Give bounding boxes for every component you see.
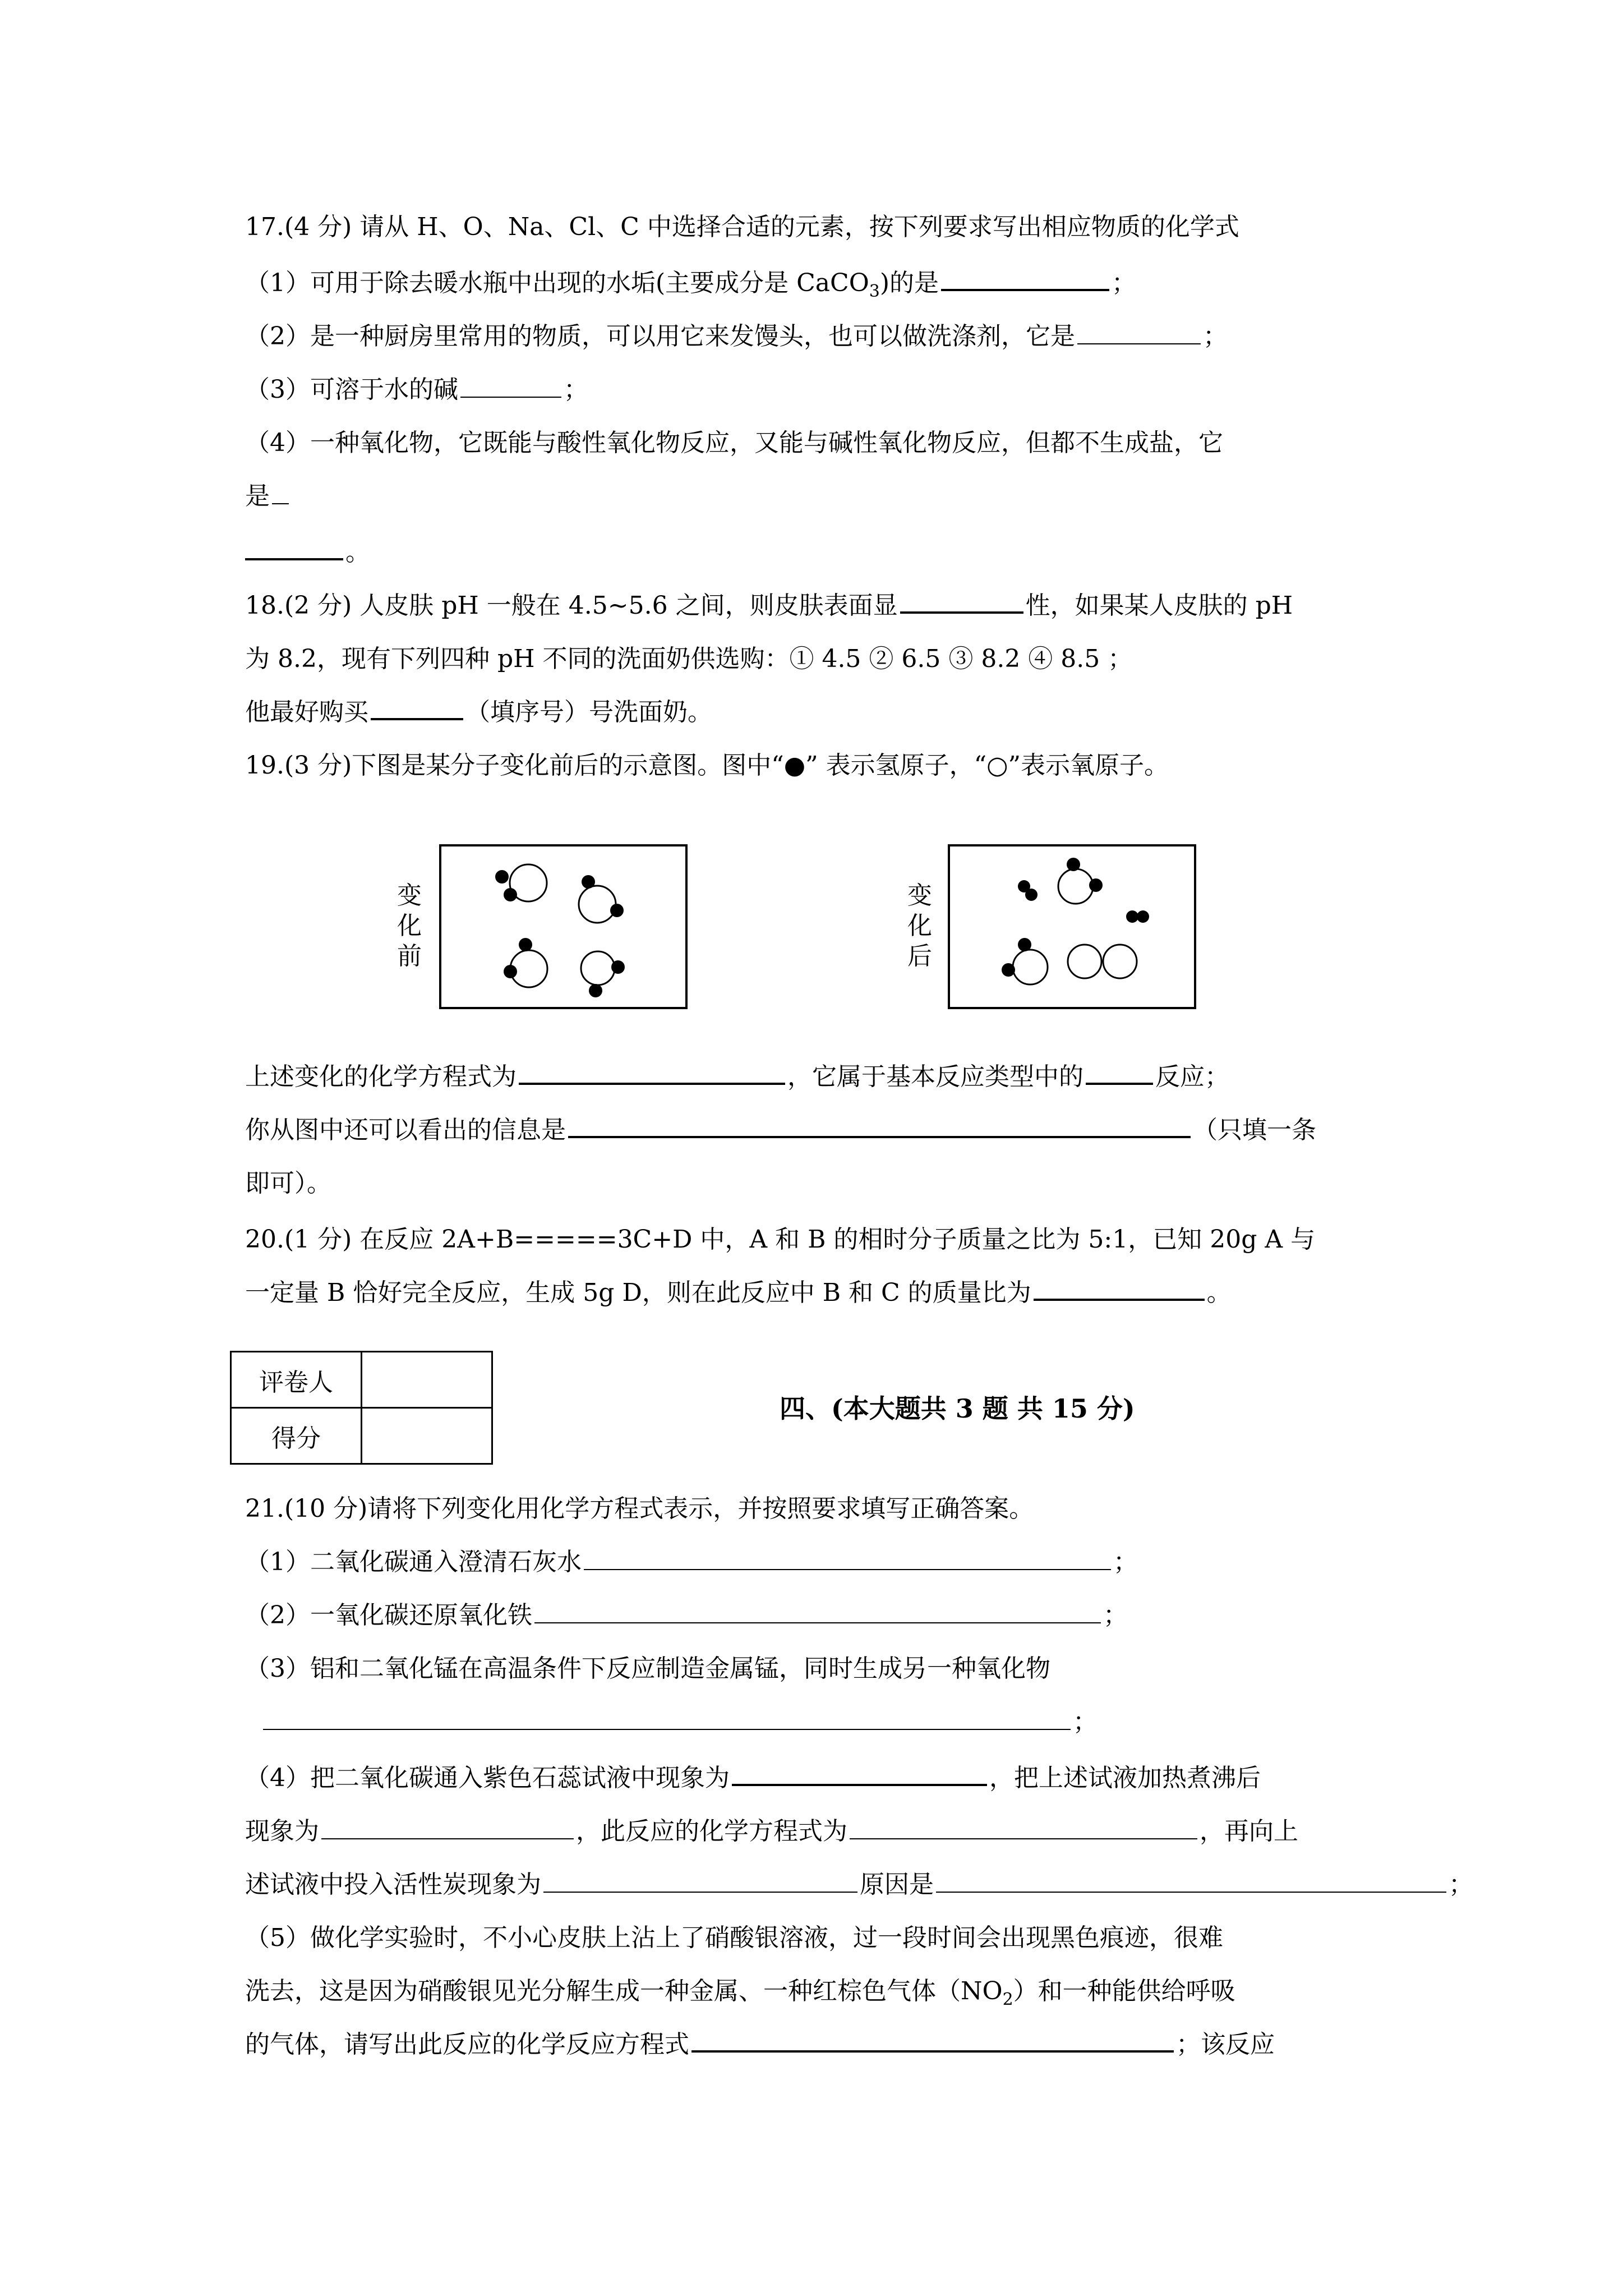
q20-text-b: 。 bbox=[1206, 1278, 1232, 1307]
q20-answer-blank[interactable] bbox=[1034, 1276, 1205, 1301]
q21-part5-text-a: 洗去，这是因为硝酸银见光分解生成一种金属、一种红棕色气体（NO bbox=[245, 1977, 1003, 2005]
q21-part2 bbox=[245, 1599, 1128, 1632]
q18-text-b: 性，如果某人皮肤的 pH bbox=[1025, 591, 1293, 620]
label-before bbox=[393, 881, 426, 972]
q21-part3-answer bbox=[261, 1705, 1098, 1739]
q21-part3: （3）铝和二氧化锰在高温条件下反应制造金属锰，同时生成另一种氧化物 bbox=[245, 1654, 1050, 1683]
q17-part1 bbox=[245, 266, 1136, 309]
q17-part4-text2: 是 bbox=[245, 482, 270, 510]
q21-answer-1-blank[interactable] bbox=[584, 1547, 1111, 1570]
q21-part5-text-b: ）和一种能供给呼吸 bbox=[1013, 1977, 1235, 2005]
molecules-before bbox=[441, 846, 685, 1007]
q17-part4: （4）一种氧化物，它既能与酸性氧化物反应，又能与碱性氧化物反应，但都不生成盐，它 bbox=[245, 429, 1223, 457]
q17-part3-semi: ； bbox=[564, 375, 588, 404]
q21-part4-line2 bbox=[245, 1815, 1298, 1848]
q21-part1 bbox=[245, 1545, 1138, 1579]
section-heading: 四、(本大题共 3 题 共 15 分) bbox=[780, 1393, 1135, 1424]
q21-part4-text-b: ，把上述试液加热煮沸后 bbox=[989, 1764, 1261, 1792]
q18-line3 bbox=[245, 696, 712, 729]
q19-equation-blank[interactable] bbox=[519, 1060, 785, 1085]
q19-line3: 即可）。 bbox=[245, 1169, 331, 1198]
grader-label: 评卷人 bbox=[231, 1352, 362, 1408]
q19-text-d: 你从图中还可以看出的信息是 bbox=[245, 1116, 566, 1144]
q19-text-c: 反应； bbox=[1155, 1062, 1229, 1091]
q21-part5-line2 bbox=[245, 1975, 1235, 2017]
q18-answer-2-blank[interactable] bbox=[371, 696, 463, 720]
q17-part4-cont bbox=[245, 480, 291, 513]
q21-equation-5-blank[interactable] bbox=[691, 2028, 1174, 2053]
q21-phenomenon-2-blank[interactable] bbox=[321, 1816, 574, 1839]
q17-stem: 17.(4 分) 请从 H、O、Na、Cl、C 中选择合适的元素，按下列要求写出相应物质的化学式 bbox=[245, 213, 1239, 241]
q18-text-c: 他最好购买 bbox=[245, 698, 368, 726]
label-before-char: 前 bbox=[397, 942, 422, 970]
q21-part4-text-d: ，此反应的化学方程式为 bbox=[576, 1817, 847, 1846]
label-after-char: 后 bbox=[907, 942, 932, 970]
label-before-char: 变 bbox=[397, 881, 422, 910]
q21-phenomenon-3-blank[interactable] bbox=[543, 1869, 857, 1893]
molecules-after bbox=[950, 846, 1194, 1007]
q17-answer-1-blank[interactable] bbox=[941, 266, 1109, 291]
q21-stem: 21.(10 分)请将下列变化用化学方程式表示，并按照要求填写正确答案。 bbox=[245, 1494, 1034, 1523]
q17-part4-end bbox=[245, 536, 370, 569]
q19-line2 bbox=[245, 1114, 1316, 1147]
q21-part5-sub: 2 bbox=[1002, 1989, 1013, 2009]
q21-part1-semi: ； bbox=[1113, 1548, 1138, 1576]
q17-answer-2-blank[interactable] bbox=[1077, 321, 1201, 344]
q21-part5-text-c: 的气体，请写出此反应的化学反应方程式 bbox=[245, 2030, 689, 2059]
q17-part2 bbox=[245, 320, 1228, 353]
label-after-char: 变 bbox=[907, 881, 932, 910]
diagram-after-box bbox=[948, 844, 1196, 1009]
q19-text-a: 上述变化的化学方程式为 bbox=[245, 1062, 517, 1091]
q20-line1: 20.(1 分) 在反应 2A+B=====3C+D 中，A 和 B 的相时分子质量之比为 5:1，已知 20g A 与 bbox=[245, 1225, 1316, 1254]
q21-part5-text-d: ；该反应 bbox=[1176, 2030, 1275, 2059]
q18-line1 bbox=[245, 589, 1293, 623]
diagram-before-box bbox=[439, 844, 688, 1009]
q18-line2: 为 8.2，现有下列四种 pH 不同的洗面奶供选购：① 4.5 ② 6.5 ③ 8.2 ④ 8.5 ； bbox=[245, 645, 1133, 673]
q21-part2-text: （2）一氧化碳还原氧化铁 bbox=[245, 1601, 532, 1630]
q21-part4-text-g: 原因是 bbox=[860, 1870, 934, 1899]
q20-line2 bbox=[245, 1276, 1232, 1310]
label-after bbox=[903, 881, 937, 972]
q21-part3-semi: ； bbox=[1073, 1708, 1098, 1736]
q21-reason-blank[interactable] bbox=[936, 1869, 1446, 1893]
q19-line1 bbox=[245, 1060, 1229, 1094]
q20-text-a: 一定量 B 恰好完全反应，生成 5g D，则在此反应中 B 和 C 的质量比为 bbox=[245, 1278, 1031, 1307]
q19-reaction-type-blank[interactable] bbox=[1086, 1060, 1153, 1085]
score-cell[interactable] bbox=[362, 1408, 492, 1464]
q21-part4-text-c: 现象为 bbox=[245, 1817, 319, 1846]
q21-part5-line3 bbox=[245, 2028, 1275, 2062]
score-label: 得分 bbox=[231, 1408, 362, 1464]
q21-part4-text-a: （4）把二氧化碳通入紫色石蕊试液中现象为 bbox=[245, 1764, 730, 1792]
q21-part4-semi: ； bbox=[1449, 1870, 1473, 1899]
q17-part1-sub: 3 bbox=[869, 281, 880, 301]
q19-text-e: （只填一条 bbox=[1193, 1116, 1316, 1144]
q21-part4-text-f: 述试液中投入活性炭现象为 bbox=[245, 1870, 541, 1899]
q17-part1-semi: ； bbox=[1112, 269, 1137, 297]
label-before-char: 化 bbox=[397, 912, 422, 940]
q19-info-blank[interactable] bbox=[568, 1114, 1191, 1138]
q17-part3-text: （3）可溶于水的碱 bbox=[245, 375, 458, 404]
q21-equation-4-blank[interactable] bbox=[850, 1816, 1197, 1839]
q21-part4-text-e: ，再向上 bbox=[1200, 1817, 1298, 1846]
q17-part1-text: （1）可用于除去暖水瓶中出现的水垢(主要成分是 CaCO bbox=[245, 269, 869, 297]
q19-text-b: ，它属于基本反应类型中的 bbox=[787, 1062, 1083, 1091]
label-after-char: 化 bbox=[907, 912, 932, 940]
q17-answer-4-blank-a[interactable] bbox=[272, 481, 289, 504]
q17-answer-3-blank[interactable] bbox=[460, 374, 561, 398]
q21-part4-line1 bbox=[245, 1761, 1261, 1795]
q17-part3 bbox=[245, 373, 588, 407]
q17-part2-text: （2）是一种厨房里常用的物质，可以用它来发馒头，也可以做洗涤剂，它是 bbox=[245, 322, 1075, 351]
q21-part4-line3 bbox=[245, 1868, 1473, 1902]
score-table bbox=[230, 1351, 493, 1465]
q17-answer-4-blank[interactable] bbox=[245, 536, 343, 560]
q21-answer-2-blank[interactable] bbox=[534, 1600, 1101, 1623]
q21-answer-3-blank[interactable] bbox=[263, 1706, 1071, 1730]
q17-part1-text2: )的是 bbox=[879, 269, 939, 297]
grader-cell[interactable] bbox=[362, 1352, 492, 1408]
q17-part4-period: 。 bbox=[345, 538, 370, 567]
q21-part2-semi: ； bbox=[1103, 1601, 1128, 1630]
q21-phenomenon-1-blank[interactable] bbox=[732, 1761, 987, 1786]
q18-answer-1-blank[interactable] bbox=[900, 589, 1023, 614]
q18-text-a: 18.(2 分) 人皮肤 pH 一般在 4.5~5.6 之间，则皮肤表面显 bbox=[245, 591, 898, 620]
q17-part2-semi: ； bbox=[1203, 322, 1228, 351]
q18-text-d: （填序号）号洗面奶。 bbox=[465, 698, 712, 726]
q21-part1-text: （1）二氧化碳通入澄清石灰水 bbox=[245, 1548, 582, 1576]
q21-part5-line1: （5）做化学实验时，不小心皮肤上沾上了硝酸银溶液，过一段时间会出现黑色痕迹，很难 bbox=[245, 1924, 1223, 1952]
q19-stem: 19.(3 分)下图是某分子变化前后的示意图。图中“●” 表示氢原子，“○”表示氧原子。 bbox=[245, 751, 1169, 780]
